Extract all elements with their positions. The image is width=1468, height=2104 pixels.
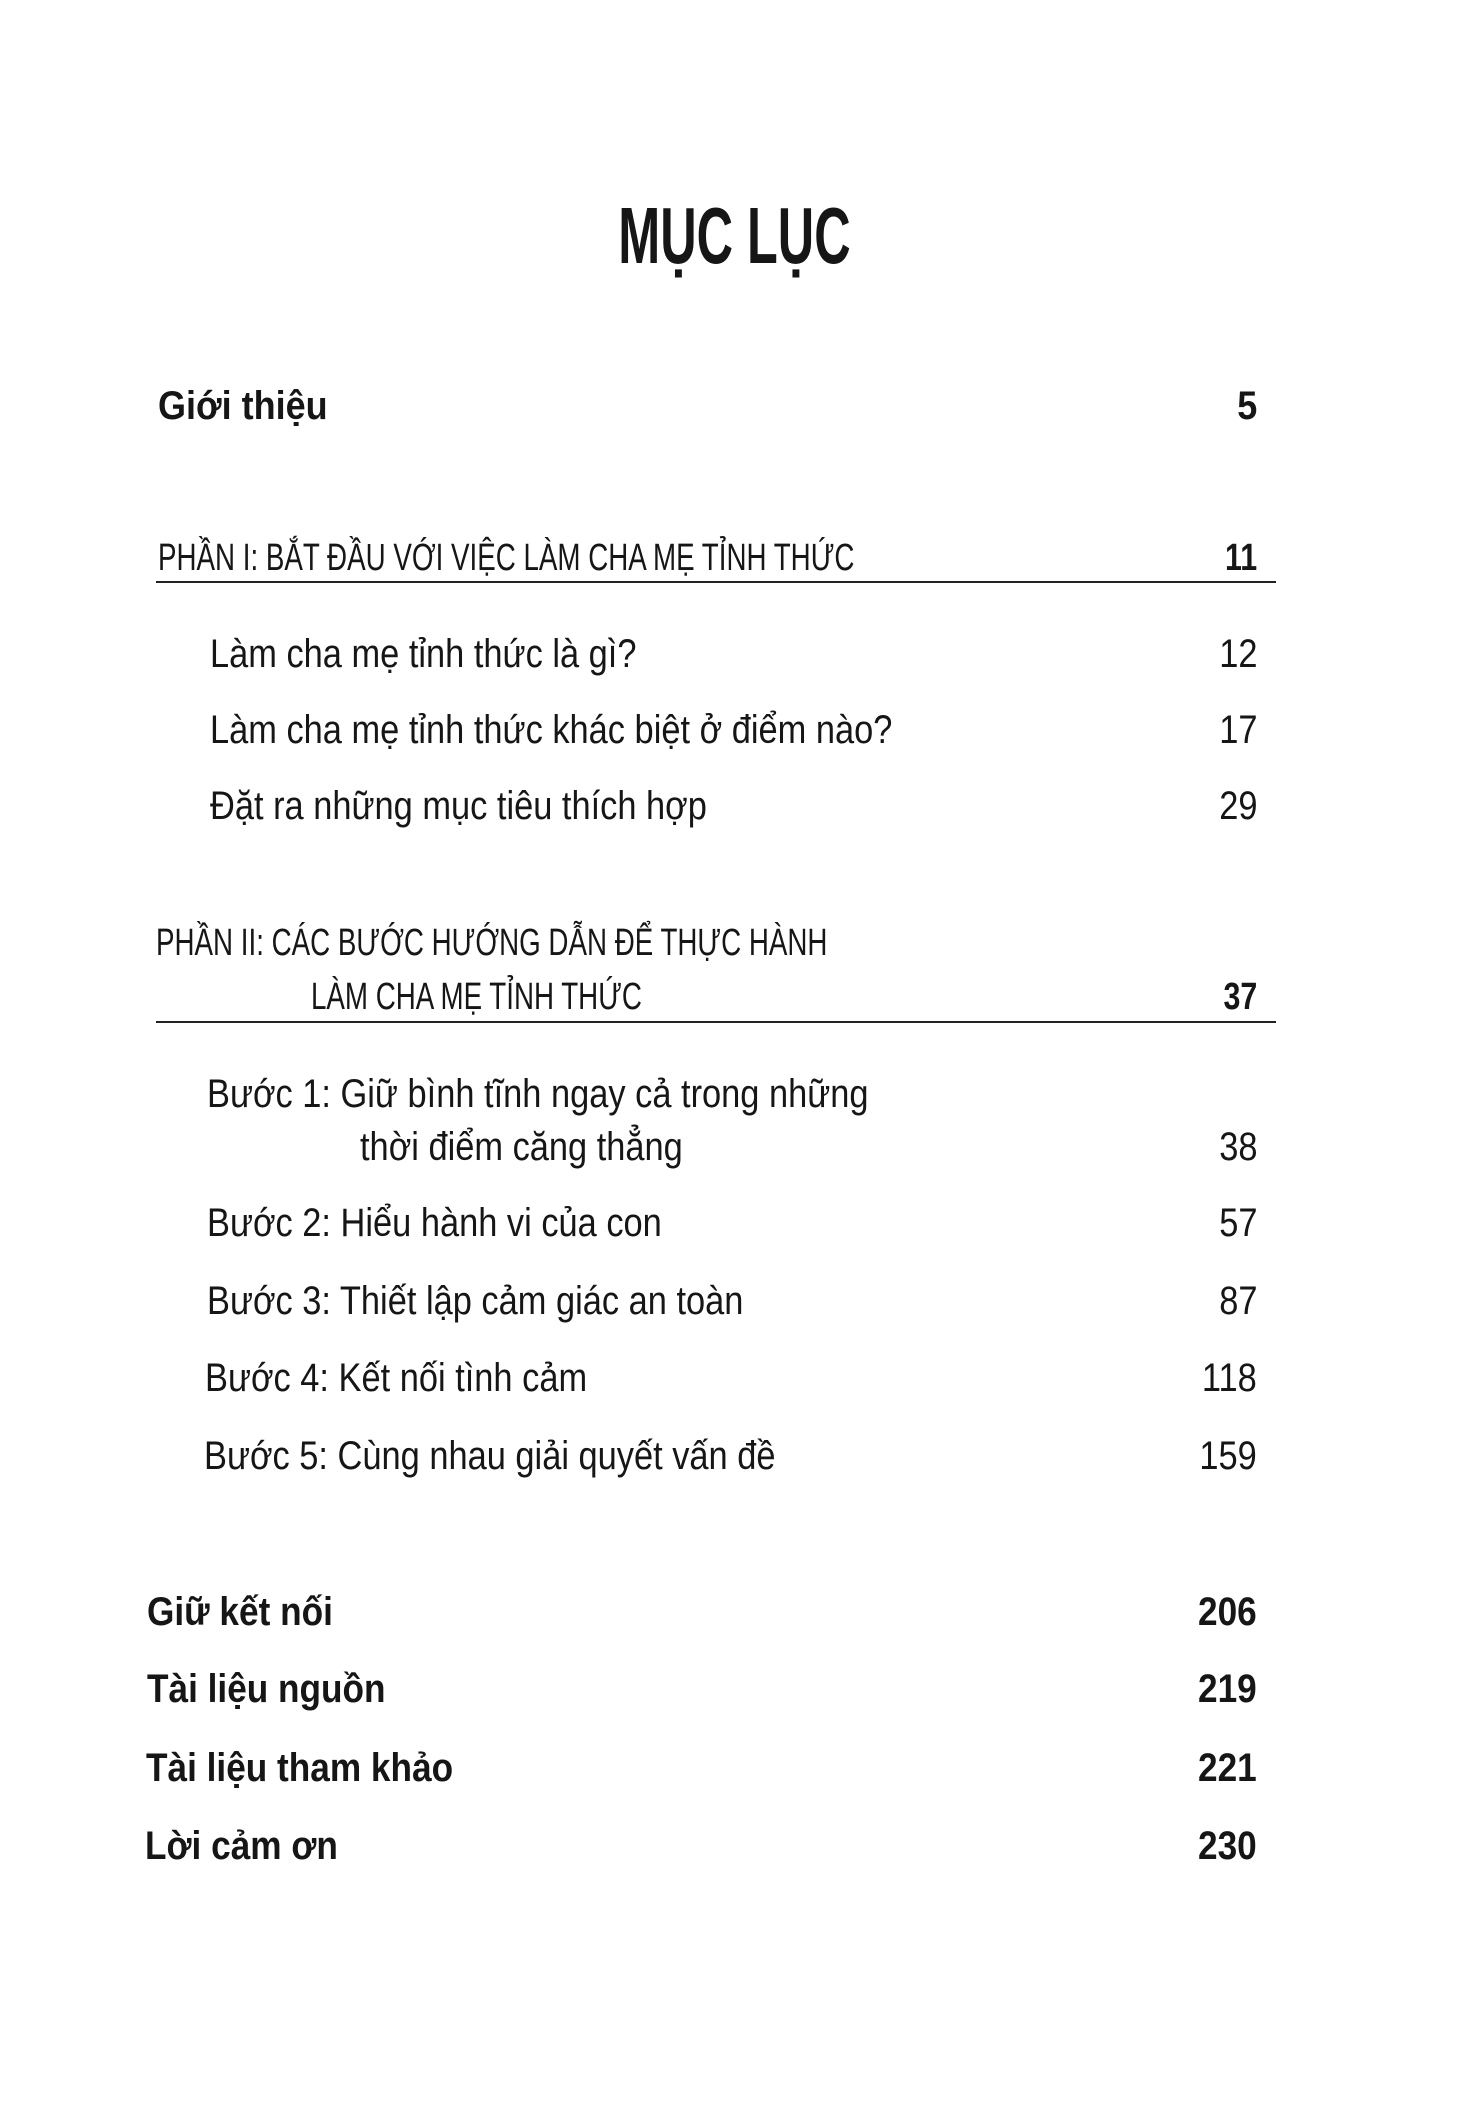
part2-heading-line2[interactable]: LÀM CHA MẸ TỈNH THỨC xyxy=(311,976,642,1018)
toc-entry-back[interactable]: Giữ kết nối xyxy=(147,1590,333,1634)
part2-heading-line1[interactable]: PHẦN II: CÁC BƯỚC HƯỚNG DẪN ĐỂ THỰC HÀNH xyxy=(156,922,828,964)
toc-entry[interactable]: Bước 2: Hiểu hành vi của con xyxy=(207,1201,662,1245)
toc-page: 219 xyxy=(1198,1667,1257,1711)
toc-entry[interactable]: Làm cha mẹ tỉnh thức khác biệt ở điểm nào? xyxy=(210,708,893,752)
part1-divider xyxy=(156,581,1276,583)
toc-page: 118 xyxy=(1202,1356,1257,1400)
toc-page: 57 xyxy=(1218,1201,1257,1245)
part2-page: 37 xyxy=(1223,976,1257,1018)
part2-divider xyxy=(156,1021,1276,1023)
part1-heading[interactable]: PHẦN I: BẮT ĐẦU VỚI VIỆC LÀM CHA MẸ TỈNH THỨC xyxy=(158,537,855,579)
part1-page: 11 xyxy=(1224,537,1257,579)
toc-page: 38 xyxy=(1218,1125,1257,1169)
toc-entry-back[interactable]: Tài liệu nguồn xyxy=(147,1667,386,1711)
toc-page-intro: 5 xyxy=(1236,384,1257,428)
toc-page: 230 xyxy=(1198,1824,1257,1868)
toc-entry-line2[interactable]: thời điểm căng thẳng xyxy=(360,1125,683,1169)
toc-entry-back[interactable]: Tài liệu tham khảo xyxy=(146,1746,454,1790)
toc-entry[interactable]: Bước 3: Thiết lập cảm giác an toàn xyxy=(207,1279,744,1323)
toc-entry[interactable]: Đặt ra những mục tiêu thích hợp xyxy=(210,784,707,828)
toc-page: 17 xyxy=(1218,708,1257,752)
toc-entry-intro[interactable]: Giới thiệu xyxy=(158,384,328,428)
toc-page: 87 xyxy=(1218,1279,1257,1323)
toc-entry-back[interactable]: Lời cảm ơn xyxy=(145,1824,338,1868)
toc-entry[interactable]: Làm cha mẹ tỉnh thức là gì? xyxy=(210,632,637,676)
toc-entry[interactable]: Bước 5: Cùng nhau giải quyết vấn đề xyxy=(204,1434,776,1478)
page-title: MỤC LỤC xyxy=(617,191,851,280)
toc-entry-line1[interactable]: Bước 1: Giữ bình tĩnh ngay cả trong những xyxy=(207,1072,869,1116)
toc-page: 12 xyxy=(1218,632,1257,676)
toc-page: 29 xyxy=(1218,784,1257,828)
toc-page: 206 xyxy=(1198,1590,1257,1634)
toc-entry[interactable]: Bước 4: Kết nối tình cảm xyxy=(205,1356,588,1400)
toc-page: 159 xyxy=(1199,1434,1257,1478)
toc-page: 221 xyxy=(1198,1746,1257,1790)
